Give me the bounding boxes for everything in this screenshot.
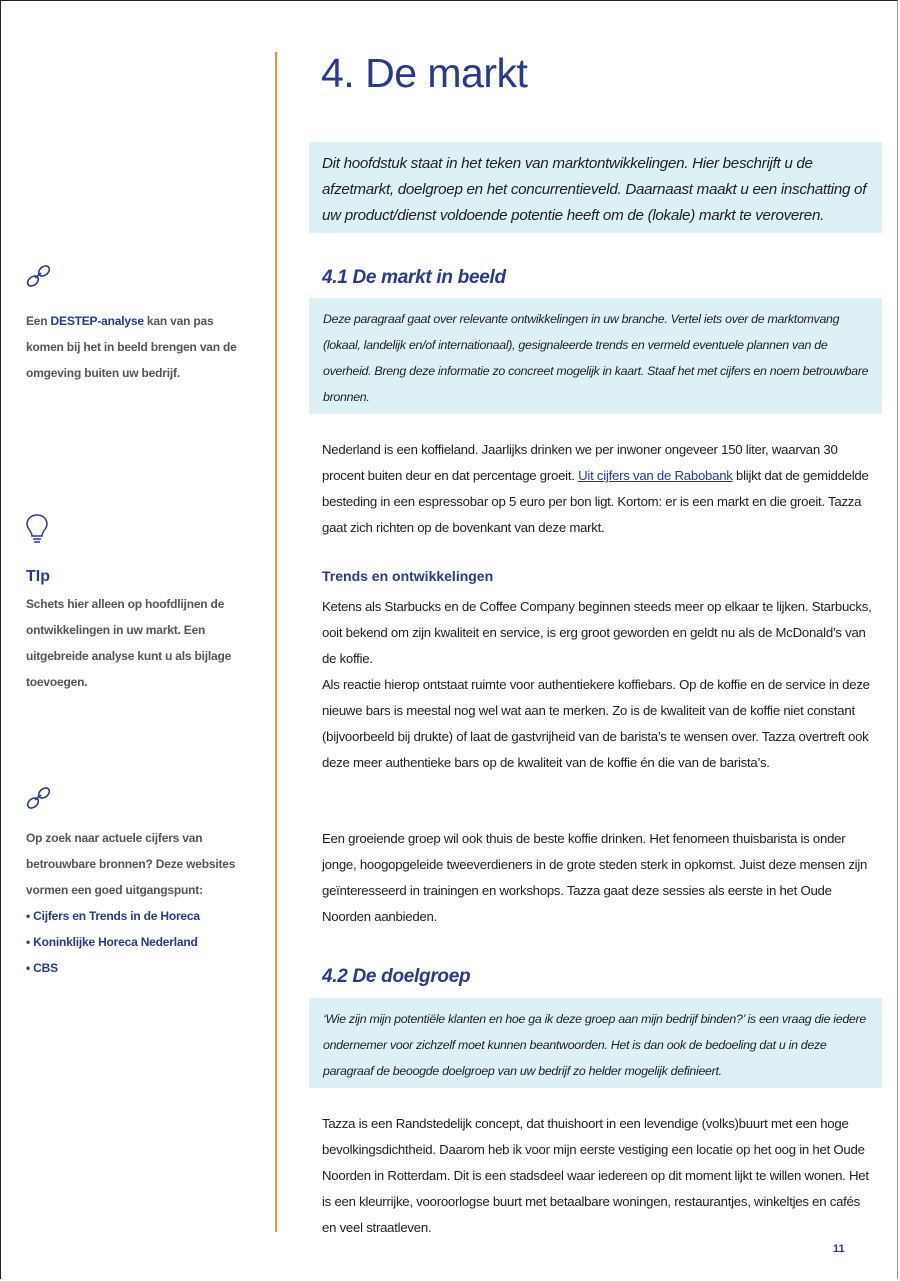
paragraph-chains: Ketens als Starbucks en de Coffee Company beginnen steeds meer op elkaar te lijken. Starbucks, ooit bekend om zijn kwaliteit en service, is erg groot geworden en geldt nu als de McDonald’s van de koffie. <box>322 599 872 666</box>
paragraph-home-barista: Een groeiende groep wil ook thuis de beste koffie drinken. Het fenomeen thuisbarista is onder jonge, hoogopgeleide tweeverdieners in de grote steden sterk in opkomst. Juist deze mensen zijn geïnteresseerd in trainingen en workshops. Tazza gaat deze sessies als eerste in het Oude Noorden aanbieden. <box>322 831 868 924</box>
note-text: kan van pas komen bij het in beeld brengen van de omgeving buiten uw bedrijf. <box>26 314 237 380</box>
link-icon <box>24 262 54 290</box>
section-heading-4-2: 4.2 De doelgroep <box>322 966 471 987</box>
note-text: Een <box>26 314 51 328</box>
paragraph-text: Nederland is een koffieland. Jaarlijks drinken we per inwoner ongeveer 150 liter, waarvan 30 procent buiten deur en dat percentage groeit. <box>322 442 838 483</box>
section-heading-4-1: 4.1 De markt in beeld <box>322 267 506 288</box>
note-text: Op zoek naar actuele cijfers van betrouwbare bronnen? Deze websites vormen een goed uitgangspunt: <box>26 831 236 897</box>
paragraph-text: blijkt dat de gemiddelde besteding in een espressobar op 5 euro per bon ligt. Kortom: er is een markt en die groeit. Tazza gaat zich richten op de bovenkant van deze markt. <box>322 468 869 535</box>
lightbulb-icon <box>24 512 50 546</box>
destep-link[interactable]: DESTEP-analyse <box>50 314 144 328</box>
link-icon <box>24 784 54 812</box>
paragraph-target-group: Tazza is een Randstedelijk concept, dat thuishoort in een levendige (volks)buurt met een hoge bevolkingsdichtheid. Daarom heb ik voor mijn eerste vestiging een locatie op het oog in het Oude Noorden in Rotterdam. Dit is een stadsdeel waar iedereen op dit moment lijkt te willen wonen. Het is een kleurrijke, vooroorlogse buurt met betaalbare woningen, restaurantjes, winkeltjes en cafés en veel straatleven. <box>322 1116 869 1235</box>
sidebar-note-sources <box>26 825 251 981</box>
intro-box: Dit hoofdstuk staat in het teken van marktontwikkelingen. Hier beschrijft u de afzetmarkt, doelgroep en het concurrentieveld. Daarnaast maakt u een inschatting of uw product/dienst voldoende potentie heeft om de (lokale) markt te veroveren. <box>309 142 882 233</box>
paragraph-market-size <box>322 437 877 541</box>
section-4-2-box: ‘Wie zijn mijn potentiële klanten en hoe ga ik deze groep aan mijn bedrijf binden?’ is een vraag die iedere ondernemer voor zichzelf moet kunnen beantwoorden. Het is dan ook de bedoeling dat u in deze paragraaf de beoogde doelgroep van uw bedrijf zo helder mogelijk definieert. <box>309 998 882 1088</box>
sidebar-note-destep <box>26 308 251 386</box>
link-cbs[interactable]: • CBS <box>26 961 58 975</box>
page-number: 11 <box>833 1243 845 1255</box>
page-title: 4. De markt <box>321 50 528 96</box>
vertical-rule <box>275 52 277 1232</box>
tip-title: TIp <box>26 568 50 585</box>
tip-text: Schets hier alleen op hoofdlijnen de ontwikkelingen in uw markt. Een uitgebreide analyse kunt u als bijlage toevoegen. <box>26 597 232 689</box>
link-cijfers-trends[interactable]: • Cijfers en Trends in de Horeca <box>26 909 200 923</box>
paragraph-authentic-bars: Als reactie hierop ontstaat ruimte voor authentiekere koffiebars. Op de koffie en de service in deze nieuwe bars is meestal nog wel wat aan te merken. Zo is de kwaliteit van de koffie niet constant (bijvoorbeeld bij drukte) of laat de gastvrijheid van de barista’s te wensen over. Tazza overtreft ook deze meer authentieke bars op de kwaliteit van de koffie én die van de barista’s. <box>322 677 870 770</box>
section-4-1-box: Deze paragraaf gaat over relevante ontwikkelingen in uw branche. Vertel iets over de marktomvang (lokaal, landelijk en/of internationaal), gesignaleerde trends en vermeld eventuele plannen van de overheid. Breng deze informatie zo concreet mogelijk in kaart. Staaf het met cijfers en noem betrouwbare bronnen. <box>309 298 882 414</box>
rabobank-link[interactable]: Uit cijfers van de Rabobank <box>578 468 733 483</box>
subheading-trends: Trends en ontwikkelingen <box>322 568 494 584</box>
link-khn[interactable]: • Koninklijke Horeca Nederland <box>26 935 198 949</box>
